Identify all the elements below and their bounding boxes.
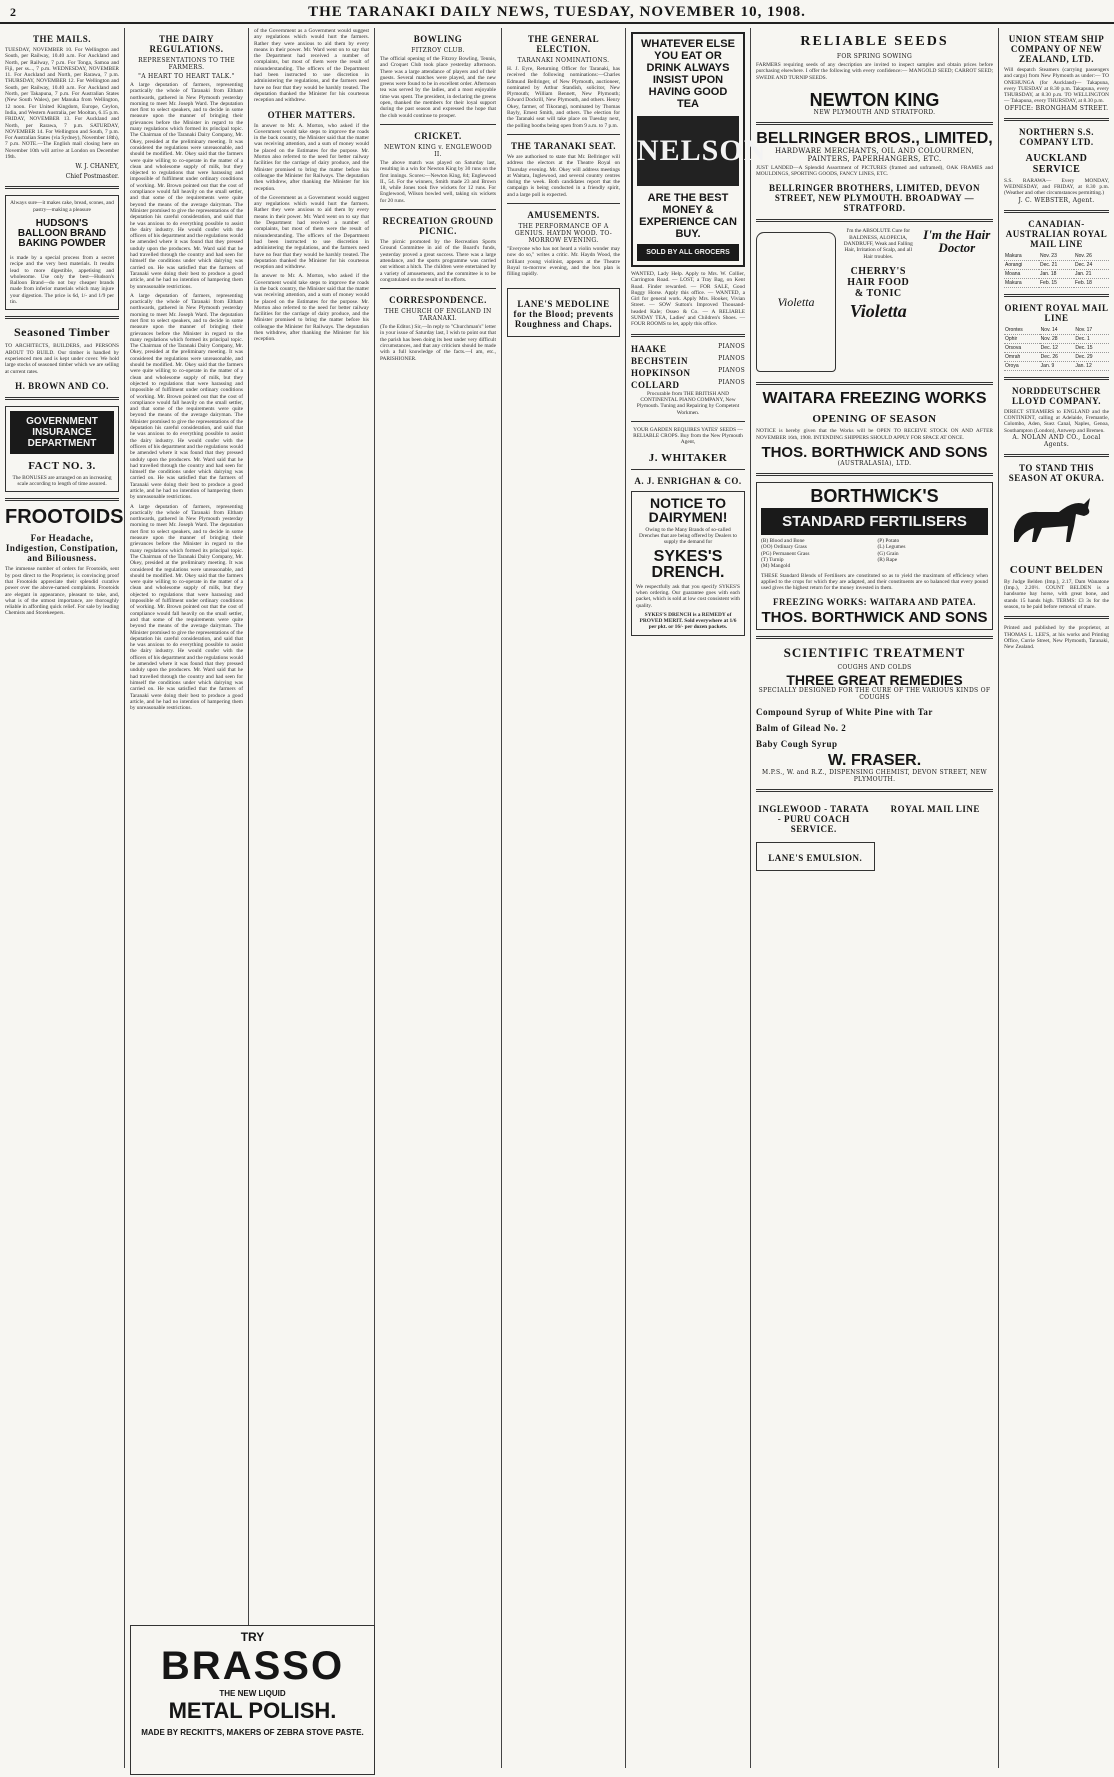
dairymen-notice: NOTICE TO DAIRYMEN! [648, 494, 728, 525]
hair-intro: I'm the ABSOLUTE Cure for BALDNESS, ALOPECIA, DANDRUFF, Weak and Falling Hair, Irritation of Scalp, and all Hair troubles. [843, 228, 913, 260]
printer-imprint: Printed and published by the proprietor, at THOMAS L. LEE'S, at his works and Printing Office, Currie Street, New Plymouth, Taranaki, New Zealand. [1004, 625, 1109, 651]
column-3 [249, 28, 375, 1768]
column-7 [751, 28, 999, 1768]
election-sub: TARANAKI NOMINATIONS. [517, 57, 610, 64]
frootoids-heading: FROOTOIDS [5, 506, 124, 529]
other-matters-text-2: of the Government as a Government would suggest any regulations which would hurt the farmers. Rather they were anxious to aid them by every means in their power. Mr. Ward went on to say that the Department had received a number of complaints, but most of them were the result of misunderstanding. The officers of the Department had been instructed to use discretion in administering the regulations, and the farmers need have no fear that they would be harshly treated. The deputation thanked the Minister for his courteous reception and withdrew. [254, 194, 369, 271]
newton-king: NEWTON KING [809, 89, 940, 110]
table-row: Omrah Dec. 26 Dec. 29 [1004, 352, 1109, 361]
lloyd-text: DIRECT STEAMERS to ENGLAND and the CONTINENT, calling at Adelaide, Fremantle, Colombo, Aden, Suez Canal, Naples, Genoa, Southampton (London), Antwerp and Bremen. [1004, 408, 1109, 434]
borthwick-sub: (AUSTRALASIA), LTD. [837, 460, 912, 468]
bowling-text: The official opening of the Fitzroy Bowling, Tennis, and Croquet Club took place yesterday afternoon. There was a large attendance of players and of their guests. Several matches were played, and the new greens were found to be in excellent order. Afternoon tea was served by the ladies, and a most enjoyable time was spent. The president, in declaring the greens open, thanked the members for their loyal support during the past season and expressed the hope that the club would continue to prosper. [380, 56, 496, 119]
timber-firm: H. BROWN AND CO. [15, 380, 109, 391]
column-4 [375, 28, 502, 1768]
column-8 [999, 28, 1114, 1768]
timber-heading: Seasoned Timber [13, 325, 111, 340]
waitara-heading: WAITARA FREEZING WORKS [762, 390, 987, 408]
fert-item: (T) Turnip [761, 556, 784, 563]
bellringer-heading: BELLRINGER BROS., LIMITED, [756, 129, 993, 147]
seat-heading: THE TARANAKI SEAT. [510, 140, 617, 151]
emulsion-heading: LANE'S EMULSION. [768, 853, 863, 864]
other-matters-heading: OTHER MATTERS. [267, 109, 356, 120]
local-agent: A. NOLAN AND CO., Local Agents. [1012, 433, 1101, 448]
fraser-sub: M.P.S., W. and R.Z., DISPENSING CHEMIST, DEVON STREET, NEW PLYMOUTH. [762, 769, 987, 784]
borthwick-heading-2: THOS. BORTHWICK AND SONS [761, 609, 988, 627]
tea-slogan-2: ARE THE BEST MONEY & EXPERIENCE CAN BUY. [639, 192, 737, 240]
hair-ad [756, 228, 993, 376]
column-2 [125, 28, 249, 1768]
table-row: Aorangi Dec. 21 Dec. 24 [1004, 260, 1109, 269]
medoline-text: LANE'S MEDOLINE for the Blood; prevents Roughness and Chaps. [513, 298, 614, 329]
brasso-try: TRY [240, 1630, 265, 1644]
orient-sailings [1004, 326, 1109, 371]
dairy-sub: REPRESENTATIONS TO THE FARMERS. [138, 57, 235, 71]
fertilisers-ad [756, 482, 993, 630]
piano-text: Procurable from THE BRITISH AND CONTINENTAL PIANO COMPANY, New Plymouth. Tuning and Repairing by Competent Workmen. [636, 390, 740, 416]
insurance-heading: GOVERNMENT INSURANCE DEPARTMENT [10, 411, 114, 454]
table-row: Makura Feb. 15 Feb. 18 [1004, 278, 1109, 287]
northern-agent: J. C. WEBSTER, Agent. [1018, 196, 1095, 204]
tea-slogan: WHATEVER ELSE YOU EAT OR DRINK ALWAYS INSIST UPON HAVING GOOD TEA [641, 38, 735, 110]
brasso-brand: BRASSO [160, 1644, 345, 1688]
piano-row: HOPKINSON PIANOS [631, 366, 745, 378]
remedy-item: Compound Syrup of White Pine with Tar [756, 707, 933, 718]
medoline-ad [507, 288, 620, 337]
piano-row: HAAKE PIANOS [631, 342, 745, 354]
coach-mail-row [756, 798, 993, 837]
dairy-sub2: "A HEART TO HEART TALK." [138, 73, 235, 80]
cricket-sub: NEWTON KING v. ENGLEWOOD II. [384, 143, 492, 158]
horse-icon [1004, 490, 1104, 550]
hair-brand: Violetta [849, 300, 907, 321]
correspondence-heading: CORRESPONDENCE. [389, 295, 487, 306]
picnic-text: The picnic promoted by the Recreation Sports Ground Committee in aid of the Board's funds, yesterday proved a great success. There was a large attendance, and the sports programme was carried out without a hitch. The children were entertained by a variety of amusements, and the committee is to be congratulated on the result of its efforts. [380, 239, 496, 283]
seat-text: We are authorised to state that Mr. Bellringer will address the electors at the Theatre Royal on Thursday evening. Mr. Okey will address meetings at Waitara, Inglewood, and several country centres during the week. Both candidates report that the campaign is being conducted in a friendly spirit, and a large poll is expected. [507, 153, 620, 198]
correspondence-sub: THE CHURCH OF ENGLAND IN TARANAKI. [384, 308, 492, 323]
fert-item: (M) Mangold [761, 563, 791, 570]
dairy-heading: THE DAIRY REGULATIONS. [149, 34, 224, 54]
fraser-heading: W. FRASER. [827, 752, 922, 770]
usco-text: Will despatch Steamers (carrying passengers and cargo) from New Plymouth as under:— TO ONEHUNGA (for Auckland)— Takapuna, every TUESDAY at 8.30 p.m. Takapuna, every THURSDAY, at 8.30 p.m. TO WELLINGTON— Takapuna, every THURSDAY, at 8.30 p.m. [1004, 67, 1109, 105]
fert-item: (L) Legumes [877, 544, 906, 551]
cricket-heading: CRICKET. [414, 130, 462, 141]
mails-heading: THE MAILS. [32, 34, 91, 44]
dairymen-ad [631, 491, 745, 636]
correspondence-text: (To the Editor.) Sir,—In reply to "Churchman's" letter in your issue of Saturday last, I wish to point out that the parish has been doing its best under very difficult circumstances, and that any criticism should be made with a full knowledge of the facts.—I am, etc., PARISHIONER. [380, 324, 497, 362]
fertilisers-heading-2: STANDARD FERTILISERS [761, 508, 988, 535]
bowling-heading: BOWLING [413, 34, 463, 44]
usco-heading: UNION STEAM SHIP COMPANY OF NEW ZEALAND, LTD. [1008, 34, 1105, 64]
seeds-agent: J. WHITAKER [648, 451, 728, 464]
postmaster-title: Chief Postmaster. [65, 173, 119, 181]
timber-text: TO ARCHITECTS, BUILDERS, and PERSONS ABOUT TO BUILD. Our timber is handled by experienced men and is kept under cover. We hold large stocks of seasoned timber which we are selling at current rates. [5, 343, 119, 375]
reliable-seeds-heading: RELIABLE SEEDS [800, 34, 949, 49]
fert-item: (P) Potato [877, 538, 900, 545]
scientific-text: SPECIALLY DESIGNED FOR THE CURE OF THE VARIOUS KINDS OF COUGHS [758, 687, 991, 702]
fert-item: (OO) Ordinary Grass [761, 544, 807, 551]
tea-brand: NELSON'S [637, 116, 739, 186]
fertilisers-works: FREEZING WORKS: WAITARA AND PATEA. [773, 597, 976, 608]
orient-heading: ORIENT ROYAL MAIL LINE [1004, 302, 1109, 323]
horse-text: By Judge Belden (Imp.), 2.17, Dam Wanatone (Imp.), 2.20½. COUNT BELDEN is a handsome bay horse, with great bone, and stands 15 hands high. TERMS: £3 3s for the season, to be paid before removal of mare. [1004, 578, 1109, 611]
northern-heading: NORTHERN S.S. COMPANY LTD. [1019, 126, 1094, 147]
table-row: Moana Jan. 18 Jan. 21 [1004, 269, 1109, 278]
usco-office: OFFICE: BRONGHAM STREET. [1004, 104, 1109, 112]
page-number: 2 [10, 5, 17, 19]
reliable-seeds-text: FARMERS requiring seeds of any description are invited to inspect samples and obtain prices before purchasing elsewhere. I offer the following with every confidence:— MANGOLD SEED; CARROT SEED; SWEDE AND TURNIP SEEDS. [756, 62, 993, 81]
masthead-title: THE TARANAKI DAILY NEWS, TUESDAY, NOVEMBER 10, 1908. [308, 4, 806, 20]
insurance-fact: FACT NO. 3. [28, 459, 96, 472]
amusements-text: "Everyone who has not heard a violin wonder may now do so," writes a critic. Mr. Haydn Wood, the brilliant young violinist, appears at the Theatre Royal to-morrow evening, and the box plan is filling rapidly. [507, 246, 620, 278]
lloyd-heading: NORDDEUTSCHER LLOYD COMPANY. [1011, 385, 1101, 406]
fertilisers-heading-1: BORTHWICK'S [810, 486, 939, 507]
frootoids-sub: For Headache, Indigestion, Constipation, and Biliousness. [5, 533, 119, 564]
dairy-continued: of the Government as a Government would suggest any regulations which would hurt the farmers. Rather they were anxious to aid them by every means in their power. Mr. Ward went on to say that the Department had received a number of complaints, but most of them were the result of misunderstanding. The officers of the Department had been instructed to use discretion in administering the regulations, and the farmers need have no fear that they would be harshly treated. The deputation thanked the Minister for his courteous reception and withdrew. [254, 28, 369, 104]
waitara-text: NOTICE is hereby given that the Works will be OPEN TO RECEIVE STOCK ON AND AFTER NOVEMBER 16th, 1908. INTENDING SHIPPERS SHOULD APPLY FOR SPACE AT ONCE. [756, 428, 993, 441]
table-row: Orsova Dec. 12 Dec. 15 [1004, 343, 1109, 352]
cricket-text: The above match was played on Saturday last, resulting in a win for Newton King by 30 runs on the first innings. Scores:—Newton King, 84; Englewood II., 54. For the winners, Smith made 23 and Brown 18, while Jones took five wickets for 12 runs. For Englewood, Wilson bowled well, taking six wickets for 20 runs. [380, 159, 496, 204]
table-row: Makura Nov. 23 Nov. 26 [1004, 252, 1109, 261]
column-5 [502, 28, 626, 1768]
fertilisers-text: THESE Standard Blends of Fertilisers are constituted so as to yield the maximum of efficiency when applied to the crops for which they are adapted, and their constituents are so balanced that every pound used gives the highest return for the money invested in them. [761, 572, 988, 592]
fertilisers-list [761, 538, 988, 569]
emulsion-ad [756, 842, 875, 871]
table-row: Orontes Nov. 14 Nov. 17 [1004, 326, 1109, 335]
frootoids-text: The immense number of orders for Frootoids, sent by post direct to the Proprietor, is convincing proof that Frootoids appreciate their splendid curative power over the above-named complaints. Frootoids are elegant in appearance, pleasant to take, and, what is of the utmost importance, are thoroughly reliable in affording quick relief. For sale by leading Chemists and Storekeepers. [5, 566, 119, 617]
brasso-maker: MADE BY RECKITT'S, MAKERS OF ZEBRA STOVE PASTE. [141, 1728, 364, 1737]
northern-text: S.S. RARAWA— Every MONDAY, WEDNESDAY, and FRIDAY, at 8.30 p.m. (Weather and other circumstances permitting.) [1004, 177, 1109, 197]
dairy-text: A large deputation of farmers, representing practically the whole of Taranaki from Eltham northwards, gathered in New Plymouth yesterday morning to meet Mr. Joseph Ward. The deputation met first to select speakers, and to decide in some measure upon the manner of bringing their grievances before the Minister in regard to the many regulations which formed its principal topic. The Chairman of the Taranaki Dairy Company, Mr. Okey, presided at the preliminary meeting. It was considered the regulations were unreasonable, and should be modified. Mr. Okey said that the farmers were quite willing to co-operate in the matter of a clean and wholesome supply of milk, but they objected to regulations that were harassing and impossible of fulfilment under ordinary conditions of working. Mr. Brown pointed out that the cost of compliance would fall heavily on the small settler, and that some of the requirements were quite beyond the means of the average dairyman. The Minister promised to give the representations of the deputation his careful consideration, and said that he was anxious to do everything possible to assist the dairy industry. He would confer with the officers of his department and the regulations would be amended where it was found that they pressed unduly upon the producers. Mr. Ward said that he had travelled through the country and had seen for himself the conditions under which dairying was carried on. He was satisfied that the farmers of Taranaki were doing their best to produce a good article, and he had no intention of hampering them by unreasonable restrictions. [130, 82, 243, 290]
auckland-service: AUCKLAND SERVICE [1025, 152, 1088, 175]
piano-row: BECHSTEIN PIANOS [631, 354, 745, 366]
amusements-sub: THE PERFORMANCE OF A GENIUS. HAYDN WOOD. TO-MORROW EVENING. [514, 223, 613, 245]
hair-doctor-tagline: I'm the Hair Doctor [923, 227, 991, 256]
piano-row: COLLARD PIANOS [631, 378, 745, 390]
hair-sub: CHERRY'S HAIR FOOD & TONIC [847, 265, 910, 299]
election-text: H. J. Eyre, Returning Officer for Taranaki, has received the following nominations:—Charles Edmund Bellringer, of New Plymouth, auctioneer, nominated by Arthur Standish, solicitor, New Plymouth; William Bennett, New Plymouth; Edward Dockrill, New Plymouth, and others. Henry Okey, farmer, of Tikorangi, nominated by Thomas Bayly, Ernest Smith, and others. The election for the Taranaki seat will take place on Tuesday next, the polling booths being open from 9 a.m. to 7 p.m. [507, 66, 620, 129]
three-remedies: THREE GREAT REMEDIES [786, 672, 963, 689]
dairy-text-repeat: A large deputation of farmers, representing practically the whole of Taranaki from Eltham northwards, gathered in New Plymouth yesterday morning to meet Mr. Joseph Ward. The deputation met first to select speakers, and to decide in some measure upon the manner of bringing their grievances before the Minister in regard to the many regulations which formed its principal topic. The Chairman of the Taranaki Dairy Company, Mr. Okey, presided at the preliminary meeting. It was considered the regulations were unreasonable, and should be modified. Mr. Okey said that the farmers were quite willing to co-operate in the matter of a clean and wholesome supply of milk, but they objected to regulations that were harassing and impossible of fulfilment under ordinary conditions of working. Mr. Brown pointed out that the cost of compliance would fall heavily on the small settler, and that some of the requirements were quite beyond the means of the average dairyman. The Minister promised to give the representations of the deputation his careful consideration, and said that he was anxious to do everything possible to assist the dairy industry. He would confer with the officers of his department and the regulations would be amended where it was found that they pressed unduly upon the producers. Mr. Ward said that he had travelled through the country and had seen for himself the conditions under which dairying was carried on. He was satisfied that the farmers of Taranaki were doing their best to produce a good article, and he had no intention of hampering them by unreasonable restrictions. [130, 292, 243, 501]
sykes-footer: SYKES'S DRENCH is a REMEDY of PROVED MERIT. Sold everywhere at 1/6 per pkt. or 16/- per dozen packets. [639, 611, 737, 631]
other-matters-text: In answer to Mr. A. Morton, who asked if the Government would take steps to improve the roads in the back country, the Minister said that the matter was receiving attention, and a sum of money would be placed on the Estimates for the purpose. Mr. Morton also referred to the need for better railway facilities for the carriage of dairy produce, and the Minister promised to bring the matter before his colleague the Minister for Railways. The deputation then withdrew, after thanking the Minister for his reception. [254, 122, 369, 192]
remedy-item: Balm of Gilead No. 2 [756, 723, 847, 734]
scientific-sub: COUGHS AND COLDS [837, 664, 912, 672]
baking-text: is made by a special process from a secret recipe and the very best materials. It results lead to more digestible, appetising and wholesome. Use only the best—Hudson's Balloon Brand—do not buy cheaper brands made from inferior materials which may injure your digestion. The price is 6d, 1/- and 1/9 per tin. [10, 254, 114, 306]
amusements-heading: AMUSEMENTS. [527, 210, 600, 221]
dairymen-text: Owing to the Many Brands of so-called Drenches that are being offered by Dealers to supply the demand for [639, 526, 737, 546]
column-1 [0, 28, 125, 1768]
coach-heading: INGLEWOOD - TARATA - PURU COACH SERVICE. [758, 804, 870, 835]
nelsons-tea-ad [631, 32, 794, 267]
fert-item: (G) Grain [877, 550, 899, 557]
mail-line-heading: ROYAL MAIL LINE [890, 804, 980, 815]
mails-text: TUESDAY, NOVEMBER 10. For Wellington and South, per Railway, 10.40 a.m. For Auckland and North, per Railway, 7 p.m. For Tonga, Samoa and Fiji, per ss..., 7 p.m. WEDNESDAY, NOVEMBER 11. For Auckland and North, per Rarawa, 7 p.m. THURSDAY, NOVEMBER 12. For Wellington and South, per Railway, 10.40 a.m. For Auckland and North, per Takapuna, 7 p.m. For Australian States (New South Wales), per Manuka from Wellington, 12 noon. For United Kingdom, Europe, Ceylon, India, and Western Australia, per Mooltan, 6.15 p.m. FRIDAY, NOVEMBER 13. For Auckland and North, per Rarawa, 7 p.m. SATURDAY, NOVEMBER 14. For Wellington and South, 7 p.m. For Australian States (via Sydney), November 18th), 7 p.m. NOTE.—The English mail closing here on November 10th will arrive at London on December 19th. [5, 47, 119, 161]
bottle-icon: Violetta [756, 232, 836, 372]
bellringer-text: JUST LANDED—A Splendid Assortment of PICTURES (framed and unframed), OAK FRAMES and MOULDINGS, SPORTING GOODS, FANCY LINES, ETC. [756, 164, 993, 178]
bellringer-footer: BELLRINGER BROTHERS, LIMITED, DEVON STREET, NEW PLYMOUTH. BROADWAY — STRATFORD. [768, 183, 981, 214]
newton-king-sub: NEW PLYMOUTH AND STRATFORD. [813, 108, 936, 116]
other-matters-text-3: In answer to Mr. A. Morton, who asked if the Government would take steps to improve the roads in the back country, the Minister said that the matter was receiving attention, and a sum of money would be placed on the Estimates for the purpose. Mr. Morton also referred to the need for better railway facilities for the carriage of dairy produce, and the Minister promised to bring the matter before his colleague the Minister for Railways. The deputation then withdrew, after thanking the Minister for his reception. [254, 273, 369, 343]
reliable-seeds-sub: FOR SPRING SOWING [836, 53, 913, 60]
fert-item: (B) Blood and Bone [761, 538, 805, 545]
sykes-text: We respectfully ask that you specify SYKES'S when ordering. Our guarantee goes with each packet, which is sold at low cost consistent with quality. [636, 583, 740, 609]
insurance-text: The BONUSES are arranged on an increasing scale according to length of time assured. [12, 474, 112, 488]
horse-name: COUNT BELDEN [1009, 563, 1104, 576]
brasso-sub: THE NEW LIQUID [219, 1689, 286, 1698]
seeds-text: YOUR GARDEN REQUIRES YATES' SEEDS — RELIABLE CROPS. Buy from the New Plymouth Agent, [633, 426, 743, 446]
baking-powder-ad [5, 195, 119, 310]
pianos-list [631, 343, 745, 391]
waitara-sub: OPENING OF SEASON [812, 413, 937, 426]
baking-intro: Always sure—it makes cake, bread, scones, and pastry—making a pleasure [10, 200, 114, 213]
postmaster-name: W. J. CHANEY, [75, 163, 119, 171]
fert-item: (R) Rape [877, 556, 898, 563]
election-heading: THE GENERAL ELECTION. [527, 34, 600, 54]
stand-heading: TO STAND THIS SEASON AT OKURA. [1008, 462, 1105, 483]
masthead [0, 0, 1114, 24]
table-row: Oroya Jan. 9 Jan. 12 [1004, 361, 1109, 370]
remedy-item: Baby Cough Syrup [756, 739, 838, 750]
brasso-ad [130, 1625, 375, 1775]
baking-brand: HUDSON'S BALLOON BRAND BAKING POWDER [17, 217, 107, 249]
borthwick-heading: THOS. BORTHWICK AND SONS [761, 444, 988, 462]
dairy-text-repeat-2: A large deputation of farmers, representing practically the whole of Taranaki from Eltham northwards, gathered in New Plymouth yesterday morning to meet Mr. Joseph Ward. The deputation met first to select speakers, and to decide in some measure upon the manner of bringing their grievances before the Minister in regard to the many regulations which formed its principal topic. The Chairman of the Taranaki Dairy Company, Mr. Okey, presided at the preliminary meeting. It was considered the regulations were unreasonable, and should be modified. Mr. Okey said that the farmers were quite willing to co-operate in the matter of a clean and wholesome supply of milk, but they objected to regulations that were harassing and impossible of fulfilment under ordinary conditions of working. Mr. Brown pointed out that the cost of compliance would fall heavily on the small settler, and that some of the requirements were quite beyond the means of the average dairyman. The Minister promised to give the representations of the deputation his careful consideration, and said that he was anxious to do everything possible to assist the dairy industry. He would confer with the officers of his department and the regulations would be amended where it was found that they pressed unduly upon the producers. Mr. Ward said that he had travelled through the country and had seen for himself the conditions under which dairying was carried on. He was satisfied that the farmers of Taranaki were doing their best to produce a good article, and he had no intention of hampering them by unreasonable restrictions. [130, 503, 243, 712]
insurance-ad [5, 406, 119, 493]
bellringer-sub: HARDWARE MERCHANTS, OIL AND COLOURMEN, PAINTERS, PAPERHANGERS, ETC. [774, 146, 975, 163]
canadian-sailings [1004, 252, 1109, 288]
sykes-brand: SYKES'S DRENCH. [651, 547, 725, 581]
table-row: Ophir Nov. 28 Dec. 1 [1004, 334, 1109, 343]
classified-ads: WANTED, Lady Help. Apply to Mrs. W. Collier, Carrington Road. — LOST, a Tray Bag, on Kent Road. Finder rewarded. — FOR SALE, Good Buggy Horse. Apply this office. — WANTED, a Girl for general work. Apply Mrs. Hooker, Vivian Street. — SOW Sutton's Improved Thousand-headed Kale; Osseo & Co. — A RELIABLE SUNDAY TEA, Ladies' and Children's Shoes. — FOUR ROOMS to let, apply this office. [631, 271, 745, 328]
fert-item: (PG) Permanent Grass [761, 550, 810, 557]
nb-firm: A. J. ENRIGHAN & CO. [634, 475, 742, 486]
picnic-heading: RECREATION GROUND PICNIC. [382, 216, 494, 237]
canadian-heading: CANADIAN-AUSTRALIAN ROYAL MAIL LINE [1005, 218, 1108, 249]
scientific-heading: SCIENTIFIC TREATMENT [783, 645, 966, 661]
bowling-sub: FITZROY CLUB. [411, 47, 465, 54]
tea-footer: SOLD BY ALL GROCERS [637, 244, 739, 261]
brasso-metal: METAL POLISH. [168, 1698, 337, 1723]
